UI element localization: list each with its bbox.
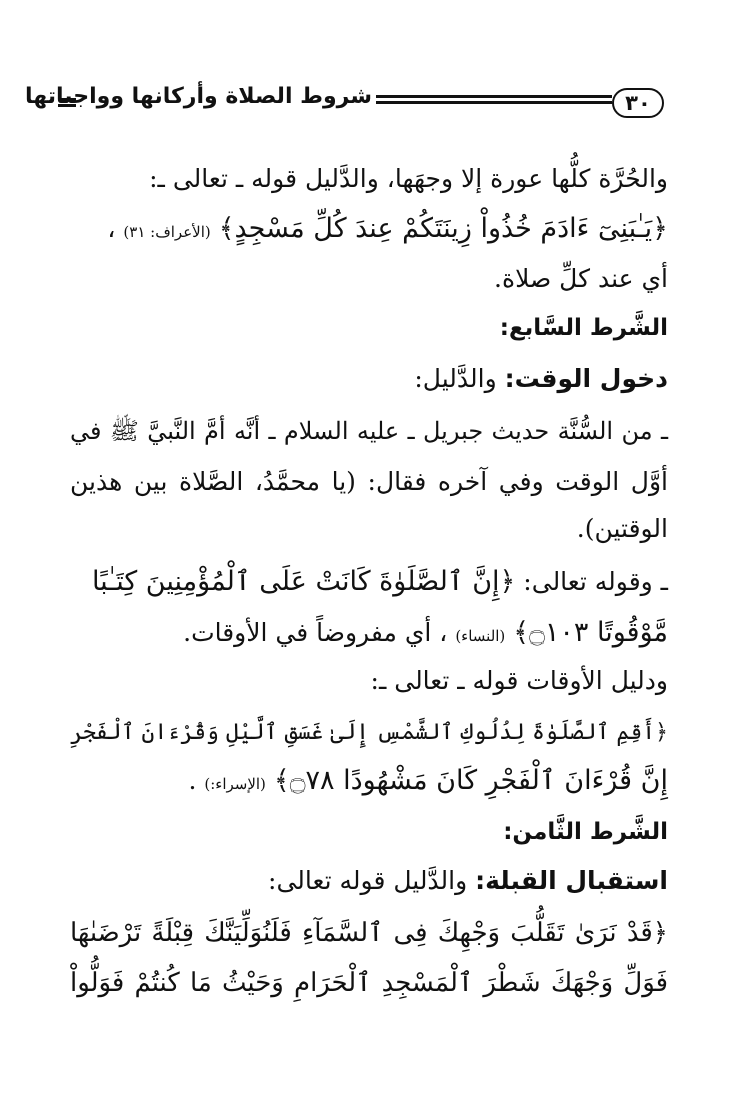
verse-reference: (النساء) bbox=[455, 627, 506, 645]
quran-verse: مَّوْقُوتًا ۝١٠٣﴾ bbox=[513, 617, 668, 648]
line-text: والدَّليل: bbox=[414, 364, 505, 393]
line-text: ـ من السُّنَّة حديث جبريل ـ عليه السلام ـ أنَّه أمَّ النَّبيَّ ﷺ في bbox=[70, 417, 668, 445]
text-line bbox=[70, 160, 668, 198]
quran-verse: إِنَّ قُرْءَانَ ٱلْفَجْرِ كَانَ مَشْهُودًا ۝٧٨﴾ bbox=[273, 765, 668, 796]
section-heading bbox=[70, 308, 668, 347]
header-rule-right bbox=[376, 95, 612, 104]
verse-line bbox=[70, 563, 668, 601]
text-line bbox=[70, 412, 668, 450]
text-line bbox=[70, 862, 668, 900]
line-text: ودليل الأوقات قوله ـ تعالى ـ: bbox=[370, 666, 668, 695]
quran-verse: ﴿يَـٰبَنِىٓ ءَادَمَ خُذُواْ زِينَتَكُمْ عِندَ كُلِّ مَسْجِدٍ﴾ bbox=[218, 213, 668, 244]
quran-verse: فَوَلِّ وَجْهَكَ شَطْرَ ٱلْمَسْجِدِ ٱلْحَرَامِ وَحَيْثُ مَا كُنتُمْ فَوَلُّواْ bbox=[70, 968, 668, 998]
text-line bbox=[70, 463, 668, 501]
verse-line bbox=[70, 964, 668, 1002]
bold-term: دخول الوقت: bbox=[504, 364, 668, 393]
line-tail: ، أي مفروضاً في الأوقات. bbox=[183, 618, 448, 647]
verse-line bbox=[70, 762, 668, 803]
line-tail: . bbox=[188, 766, 197, 795]
section-heading bbox=[70, 812, 668, 851]
page-number: ٣٠ bbox=[612, 88, 664, 118]
bold-term: استقبال القبلة: bbox=[475, 866, 668, 895]
page-header bbox=[24, 84, 664, 124]
quran-verse: ﴿إِنَّ ٱلصَّلَوٰةَ كَانَتْ عَلَى ٱلْمُؤْمِنِينَ كِتَـٰبًا bbox=[91, 566, 516, 597]
heading-text: الشَّرط السَّابع: bbox=[499, 315, 668, 341]
verse-reference: (الأعراف: ٣١) bbox=[123, 223, 211, 241]
text-line bbox=[70, 260, 668, 298]
quran-verse: ﴿أَقِمِ ٱلصَّلَوٰةَ لِدُلُوكِ ٱلشَّمْسِ إِلَىٰ غَسَقِ ٱلَّيْلِ وَقُرْءَانَ ٱلْفَجْرِ bbox=[70, 720, 668, 745]
text-line bbox=[70, 360, 668, 398]
verse-line bbox=[70, 914, 668, 952]
header-title: شروط الصلاة وأركانها وواجباتها bbox=[24, 84, 372, 109]
line-text: والحُرَّة كلُّها عورة إلا وجهَها، والدَّليل قوله ـ تعالى ـ: bbox=[149, 164, 668, 193]
line-text: أوَّل الوقت وفي آخره فقال: (يا محمَّدُ، الصَّلاة بين هذين bbox=[70, 467, 668, 496]
line-text: الوقتين). bbox=[576, 514, 668, 543]
verse-line bbox=[70, 210, 668, 251]
line-tail: ، bbox=[107, 214, 116, 243]
text-line bbox=[70, 510, 668, 548]
verse-line bbox=[70, 712, 668, 752]
text-line bbox=[70, 662, 668, 700]
line-text: ـ وقوله تعالى: bbox=[515, 567, 668, 596]
verse-reference: (الإسراء:) bbox=[204, 775, 266, 793]
heading-text: الشَّرط الثَّامن: bbox=[503, 819, 668, 845]
line-text: أي عند كلِّ صلاة. bbox=[494, 264, 668, 293]
verse-line bbox=[70, 614, 668, 655]
line-text: والدَّليل قوله تعالى: bbox=[268, 866, 476, 895]
quran-verse: ﴿قَدْ نَرَىٰ تَقَلُّبَ وَجْهِكَ فِى ٱلسَّمَآءِ فَلَنُوَلِّيَنَّكَ قِبْلَةً تَرْضَىٰهَا bbox=[70, 918, 668, 948]
